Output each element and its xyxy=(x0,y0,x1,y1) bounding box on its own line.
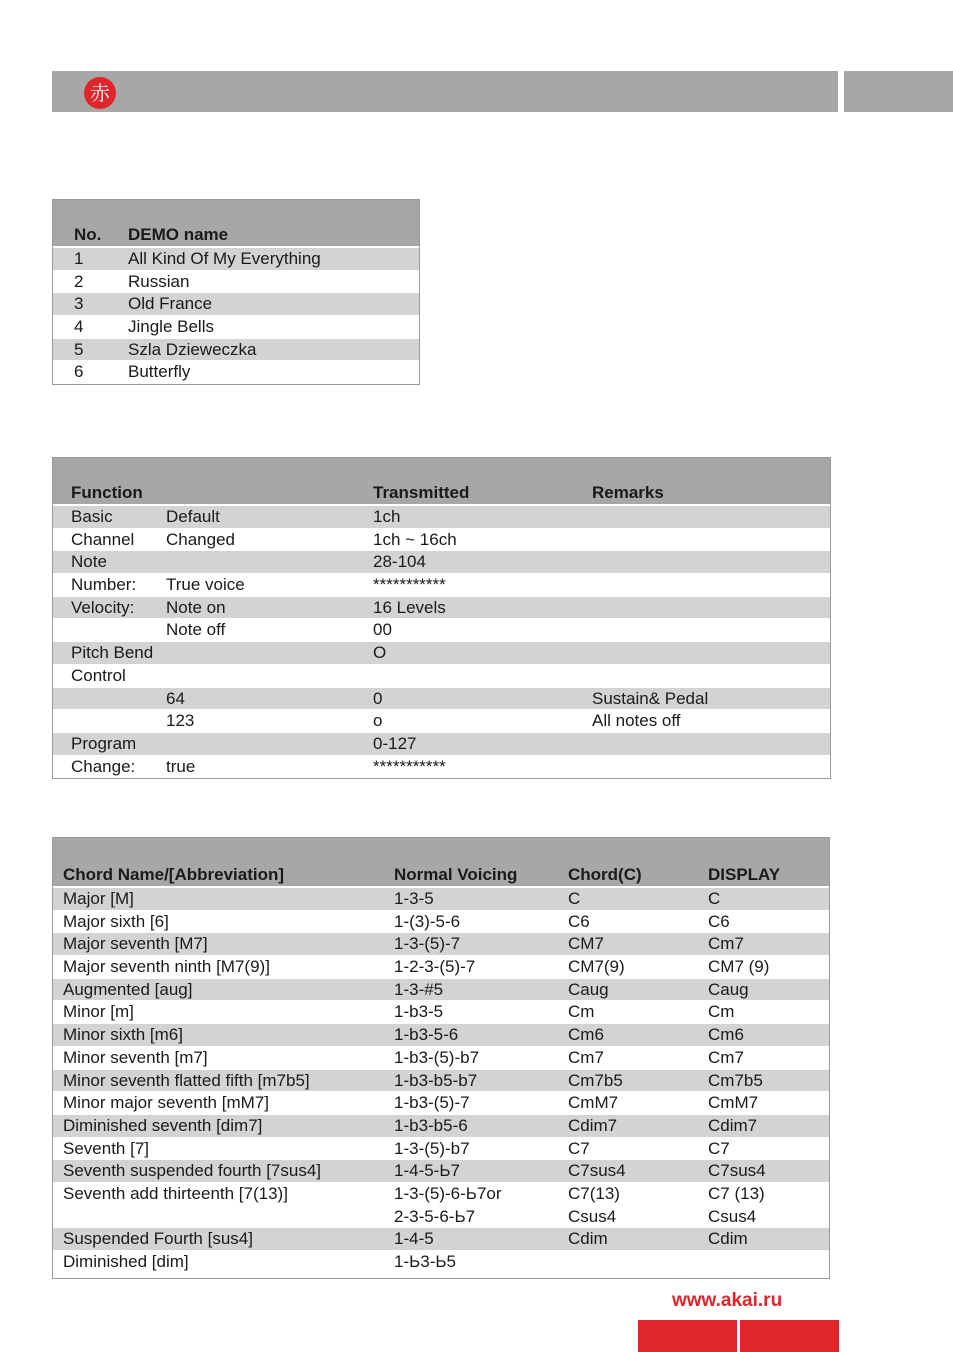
header-tab xyxy=(844,71,953,112)
chord-voicing: 1-4-5-Ь7 xyxy=(394,1161,460,1181)
col-header-demo-name: DEMO name xyxy=(128,225,229,244)
chord-name: Major seventh [M7] xyxy=(63,934,208,954)
website-url[interactable]: www.akai.ru xyxy=(672,1290,783,1311)
chord-voicing: 1-b3-b5-6 xyxy=(394,1115,468,1135)
midi-transmitted: 00 xyxy=(373,620,392,640)
chord-c: Cm xyxy=(568,1002,595,1022)
chord-c: C7sus4 xyxy=(568,1161,626,1181)
chord-c: CM7(9) xyxy=(568,957,625,977)
chord-voicing: 1-2-3-(5)-7 xyxy=(394,957,476,977)
table-row xyxy=(53,911,829,934)
midi-transmitted: *********** xyxy=(373,575,446,595)
chord-c: Cm6 xyxy=(568,1025,604,1045)
table-row xyxy=(53,574,830,597)
table-row xyxy=(53,733,830,756)
demo-number: 5 xyxy=(74,339,84,359)
table-row xyxy=(53,1024,829,1047)
chord-name: Seventh [7] xyxy=(63,1138,150,1158)
chord-display: CM7 (9) xyxy=(708,957,770,977)
chord-display: Cm7b5 xyxy=(708,1070,763,1090)
midi-function: Number: xyxy=(71,575,137,595)
table-row xyxy=(53,933,829,956)
col-header-chord-c: Chord(C) xyxy=(568,865,642,884)
midi-remarks: All notes off xyxy=(592,711,681,731)
chord-voicing: 1-b3-b5-b7 xyxy=(394,1070,478,1090)
table-row xyxy=(53,1160,829,1183)
midi-function: Pitch Bend xyxy=(71,643,154,663)
demo-number: 6 xyxy=(74,362,84,382)
chord-display: Cdim7 xyxy=(708,1115,758,1135)
midi-transmitted: 1ch ~ 16ch xyxy=(373,529,457,549)
chord-c: Cm7 xyxy=(568,1047,604,1067)
chord-voicing: 1-Ь3-Ь5 xyxy=(394,1252,456,1272)
chord-name: Major seventh ninth [M7(9)] xyxy=(63,957,270,977)
table-row xyxy=(53,1092,829,1115)
demo-name: Old France xyxy=(128,294,213,314)
chord-name: Suspended Fourth [sus4] xyxy=(63,1229,253,1249)
chord-name: Diminished seventh [dim7] xyxy=(63,1115,263,1135)
demo-number: 2 xyxy=(74,271,84,291)
chord-voicing: 1-b3-5 xyxy=(394,1002,444,1022)
table-row xyxy=(53,979,829,1002)
table-row xyxy=(53,506,830,529)
table-row xyxy=(53,1228,829,1251)
table-row xyxy=(53,293,419,316)
table-row xyxy=(53,619,830,642)
col-header-function: Function xyxy=(71,483,143,502)
header-bar xyxy=(52,71,838,112)
chord-display: C6 xyxy=(708,911,730,931)
table-row xyxy=(53,1183,829,1228)
midi-implementation-table xyxy=(52,457,831,779)
chord-name: Minor sixth [m6] xyxy=(63,1025,183,1045)
col-header-transmitted: Transmitted xyxy=(373,483,470,502)
chord-voicing: 1-3-5 xyxy=(394,889,434,908)
chord-voicing xyxy=(394,1183,502,1228)
chord-c: CM7 xyxy=(568,934,604,954)
chord-display: Cm6 xyxy=(708,1025,744,1045)
demo-number: 1 xyxy=(74,249,84,268)
chord-voicing: 1-4-5 xyxy=(394,1229,434,1249)
chord-voicing: 1-b3-(5)-7 xyxy=(394,1093,470,1113)
chord-name: Minor [m] xyxy=(63,1002,134,1022)
chord-display-line-1: C7 (13) xyxy=(708,1183,765,1203)
table-row xyxy=(53,665,830,688)
demo-name: Butterfly xyxy=(128,362,191,382)
midi-subfunction: Note on xyxy=(166,597,226,617)
col-header-no: No. xyxy=(74,225,102,244)
chord-display: C7sus4 xyxy=(708,1161,766,1181)
demo-name: All Kind Of My Everything xyxy=(128,249,321,268)
chord-name: Seventh suspended fourth [7sus4] xyxy=(63,1161,322,1181)
chord-voicing: 1-3-(5)-b7 xyxy=(394,1138,470,1158)
table-row xyxy=(53,551,830,574)
table-row xyxy=(53,529,830,552)
chord-display: Cm7 xyxy=(708,1047,744,1067)
table-row xyxy=(53,271,419,294)
chord-name: Minor seventh flatted fifth [m7b5] xyxy=(63,1070,310,1090)
midi-table-body xyxy=(53,506,830,778)
table-row xyxy=(53,1115,829,1138)
chord-name: Diminished [dim] xyxy=(63,1252,189,1272)
chord-c: Cm7b5 xyxy=(568,1070,623,1090)
table-row xyxy=(53,688,830,711)
chord-voicing: 1-b3-(5)-b7 xyxy=(394,1047,480,1067)
chord-c: Cdim7 xyxy=(568,1115,618,1135)
chord-name: Minor major seventh [mM7] xyxy=(63,1093,269,1113)
midi-transmitted: O xyxy=(373,643,387,663)
midi-subfunction: True voice xyxy=(166,575,245,595)
chord-voicing: 1-3-#5 xyxy=(394,979,444,999)
demo-name: Szla Dzieweczka xyxy=(128,339,257,359)
midi-subfunction: Changed xyxy=(166,529,236,549)
midi-transmitted: 0 xyxy=(373,688,383,708)
table-row xyxy=(53,642,830,665)
table-row xyxy=(53,248,419,271)
chord-display: C xyxy=(708,889,721,908)
chord-voicing: 1-b3-5-6 xyxy=(394,1025,459,1045)
chord-name: Seventh add thirteenth [7(13)] xyxy=(63,1183,288,1203)
chord-display: C7 xyxy=(708,1138,730,1158)
chord-display: Cm7 xyxy=(708,934,744,954)
midi-function: Control xyxy=(71,665,126,685)
brand-logo-icon: 赤 xyxy=(84,77,116,109)
col-header-chord-name: Chord Name/[Abbreviation] xyxy=(63,865,285,884)
chord-display: Cm xyxy=(708,1002,735,1022)
chord-name: Augmented [aug] xyxy=(63,979,193,999)
chord-c: C7 xyxy=(568,1138,590,1158)
chord-c: C xyxy=(568,889,581,908)
midi-transmitted: 16 Levels xyxy=(373,597,446,617)
midi-subfunction: Note off xyxy=(166,620,226,640)
midi-function: Basic xyxy=(71,507,113,526)
chord-c: Caug xyxy=(568,979,609,999)
chord-table-body xyxy=(53,888,829,1274)
chord-display-line-2: Csus4 xyxy=(708,1206,757,1226)
demo-number: 3 xyxy=(74,294,84,314)
chord-voicing: 1-3-(5)-7 xyxy=(394,934,461,954)
midi-transmitted: 0-127 xyxy=(373,733,417,753)
demo-table xyxy=(52,199,420,385)
midi-transmitted: *********** xyxy=(373,756,446,776)
chord-name: Major [M] xyxy=(63,889,134,908)
table-row xyxy=(53,597,830,620)
midi-transmitted: 28-104 xyxy=(373,552,426,572)
chord-c: C6 xyxy=(568,911,590,931)
col-header-normal-voicing: Normal Voicing xyxy=(394,865,518,884)
chord-display: Caug xyxy=(708,979,749,999)
chord-voicing: 1-(3)-5-6 xyxy=(394,911,461,931)
chord-display: CmM7 xyxy=(708,1093,759,1113)
chord-c-line-1: C7(13) xyxy=(568,1183,620,1203)
table-row xyxy=(53,1138,829,1161)
midi-transmitted: 1ch xyxy=(373,507,401,526)
table-row xyxy=(53,956,829,979)
midi-function: Channel xyxy=(71,529,135,549)
chord-table xyxy=(52,837,830,1279)
midi-table-header xyxy=(53,458,830,506)
chord-display: Cdim xyxy=(708,1229,748,1249)
midi-function: Change: xyxy=(71,756,136,776)
table-row xyxy=(53,1251,829,1274)
midi-function: Velocity: xyxy=(71,597,135,617)
midi-function: Note xyxy=(71,552,107,572)
chord-voicing-line-2: 2-3-5-6-Ь7 xyxy=(394,1206,476,1226)
midi-subfunction: 123 xyxy=(166,711,195,731)
demo-name: Russian xyxy=(128,271,190,291)
chord-name: Major sixth [6] xyxy=(63,911,169,931)
chord-c: Cdim xyxy=(568,1229,608,1249)
chord-voicing-line-1: 1-3-(5)-6-Ь7or xyxy=(394,1183,502,1203)
chord-c: CmM7 xyxy=(568,1093,619,1113)
footer-bar-left xyxy=(638,1320,737,1352)
demo-table-header xyxy=(53,200,419,248)
midi-remarks: Sustain& Pedal xyxy=(592,688,709,708)
chord-table-header xyxy=(53,838,829,888)
midi-subfunction: 64 xyxy=(166,688,185,708)
table-row xyxy=(53,1001,829,1024)
table-row xyxy=(53,1070,829,1093)
midi-subfunction: Default xyxy=(166,507,220,526)
chord-display xyxy=(708,1183,765,1228)
chord-c xyxy=(568,1183,620,1228)
chord-name: Minor seventh [m7] xyxy=(63,1047,208,1067)
midi-function: Program xyxy=(71,733,137,753)
demo-number: 4 xyxy=(74,317,84,337)
table-row xyxy=(53,710,830,733)
col-header-remarks: Remarks xyxy=(592,483,664,502)
demo-table-body xyxy=(53,248,419,384)
table-row xyxy=(53,756,830,779)
table-row xyxy=(53,1047,829,1070)
col-header-display: DISPLAY xyxy=(708,865,781,884)
table-row xyxy=(53,361,419,384)
table-row xyxy=(53,316,419,339)
table-row xyxy=(53,339,419,362)
footer-bar-right xyxy=(740,1320,839,1352)
chord-c-line-2: Csus4 xyxy=(568,1206,617,1226)
table-row xyxy=(53,888,829,911)
midi-transmitted: o xyxy=(373,711,383,731)
midi-subfunction: true xyxy=(166,756,196,776)
demo-name: Jingle Bells xyxy=(128,317,214,337)
